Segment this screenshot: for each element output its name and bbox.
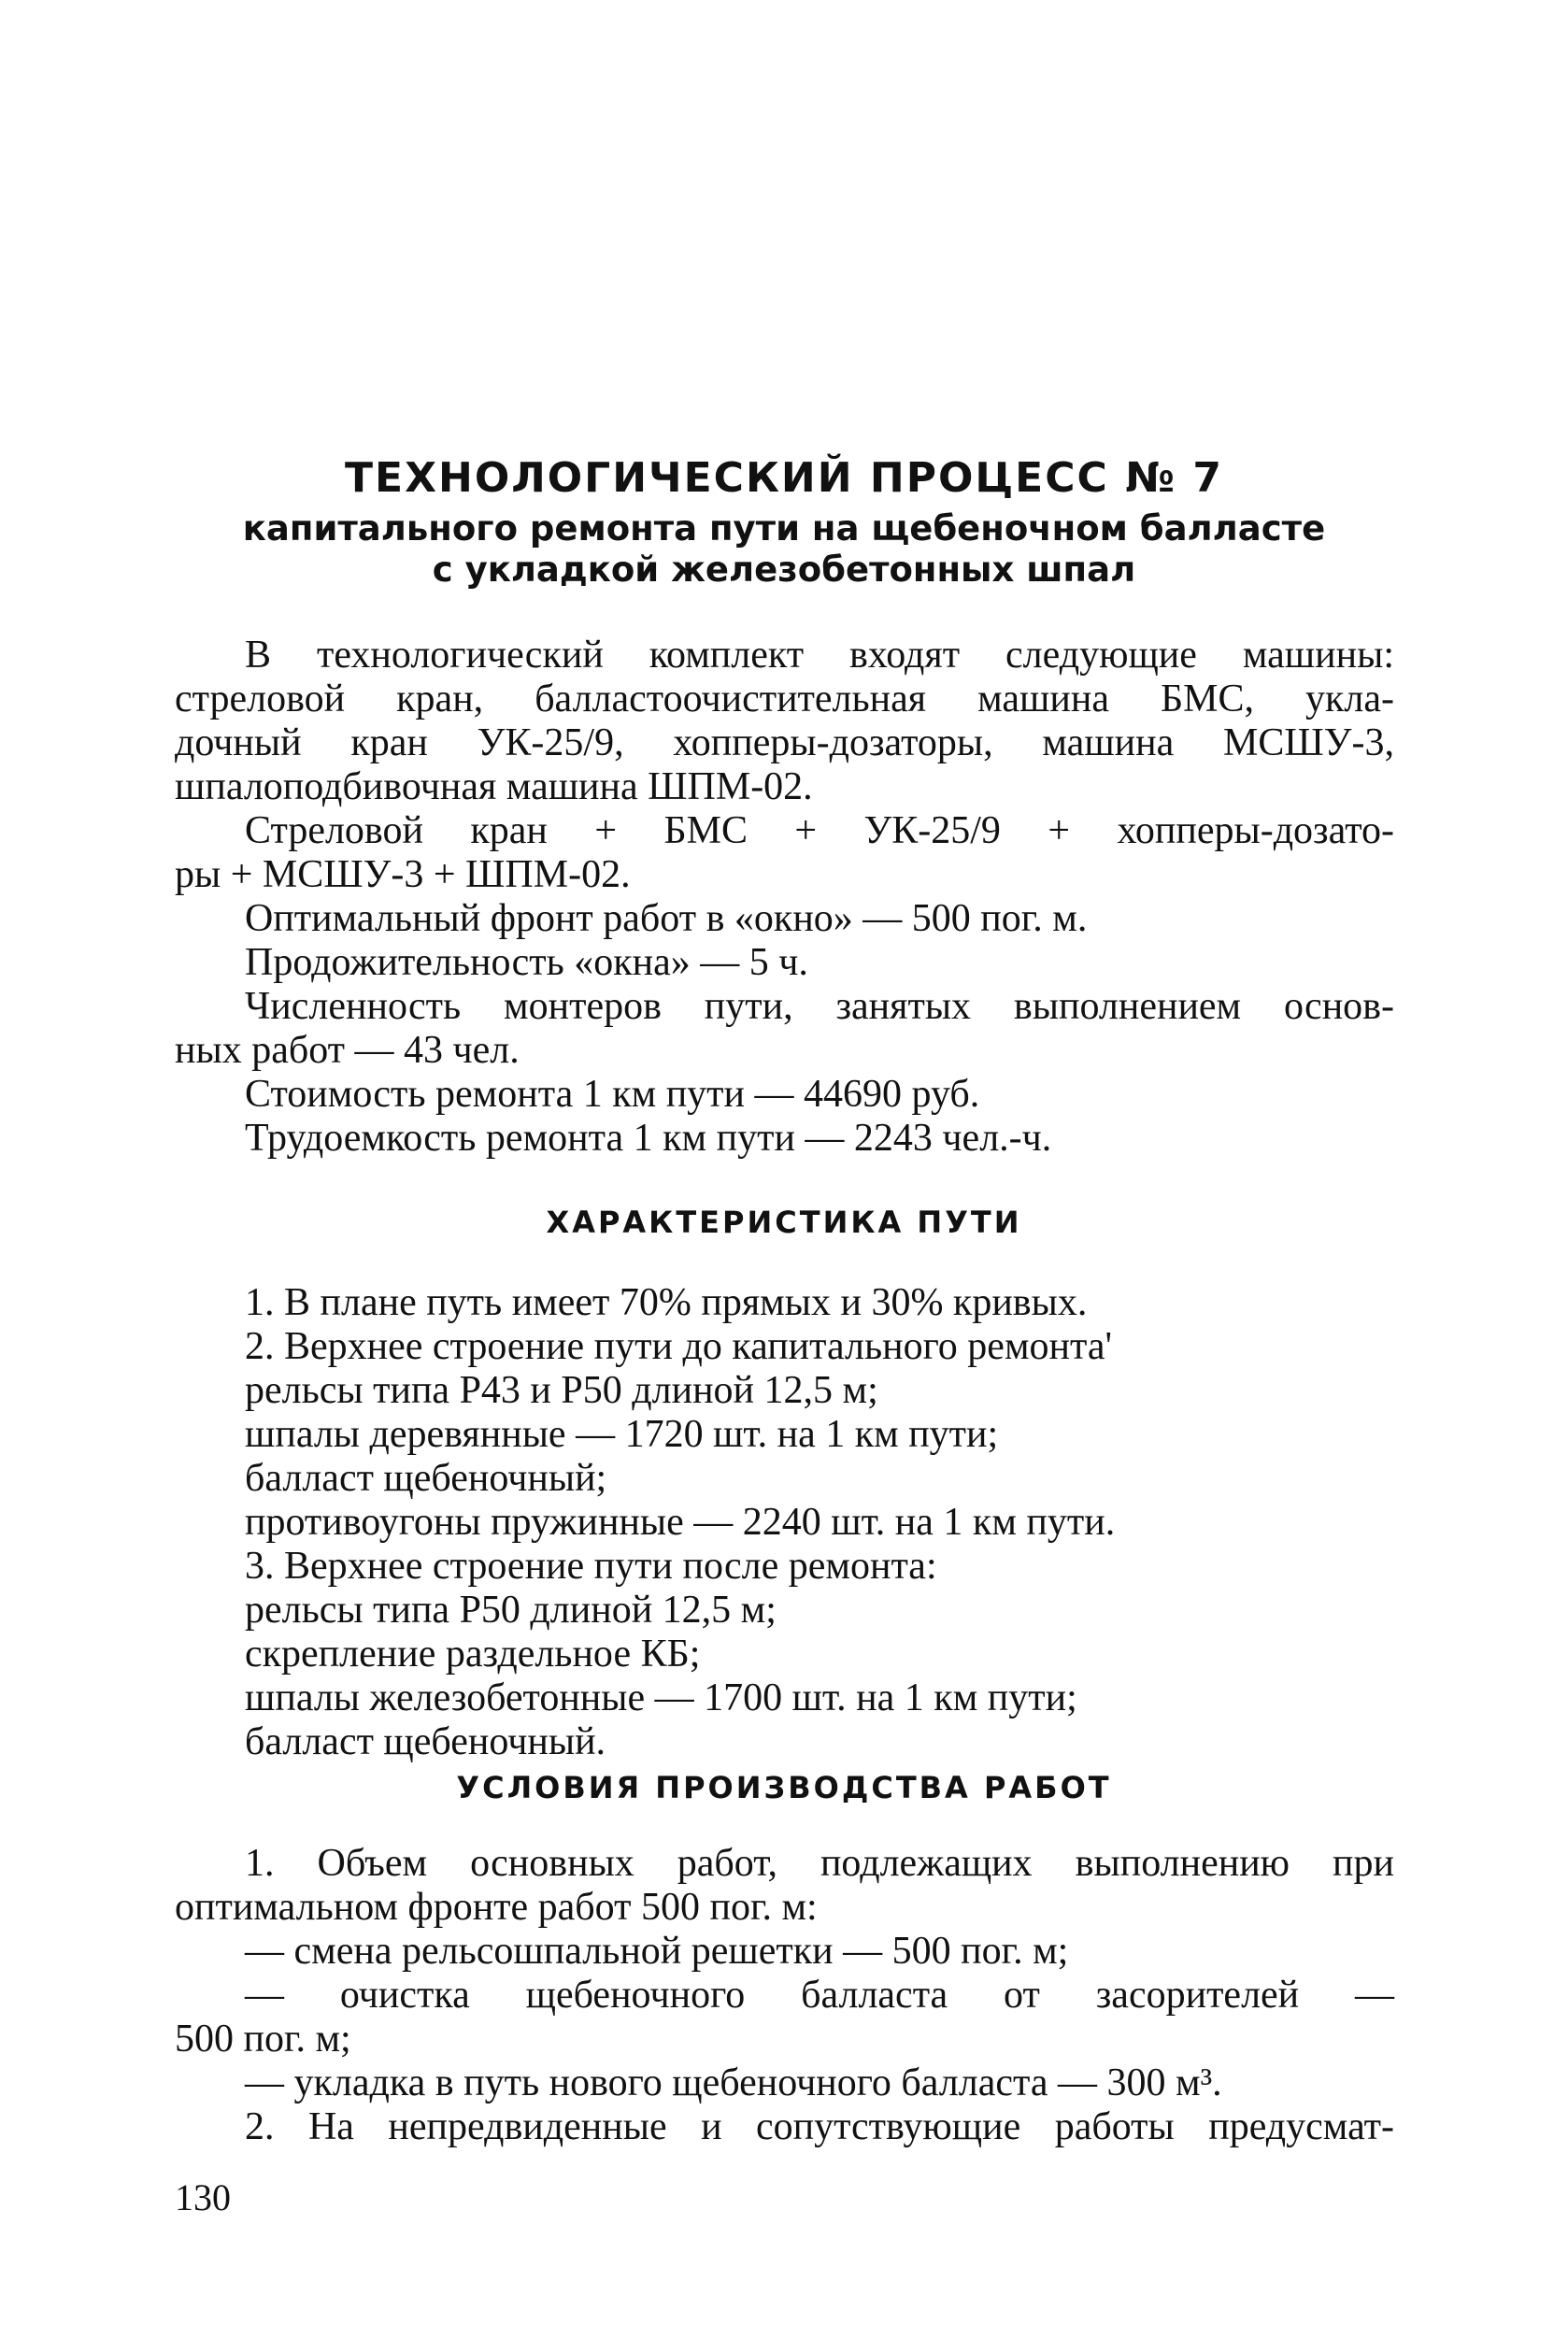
list-item: 2. Верхнее строение пути до капитального ремонта' xyxy=(245,1325,1113,1368)
list-item: 1. Объем основных работ, подлежащих выполнению при xyxy=(245,1842,1394,1885)
section-title-track-characteristics: ХАРАКТЕРИСТИКА ПУТИ xyxy=(546,1205,1022,1240)
section-title-work-conditions: УСЛОВИЯ ПРОИЗВОДСТВА РАБОТ xyxy=(456,1770,1112,1805)
list-item: 500 пог. м; xyxy=(175,2018,351,2061)
list-item: — укладка в путь нового щебеночного балласта — 300 м³. xyxy=(245,2061,1222,2104)
list-item: скрепление раздельное КБ; xyxy=(245,1633,701,1676)
intro-line: Продожительность «окна» — 5 ч. xyxy=(245,941,808,984)
page-subtitle-line-1: капитального ремонта пути на щебеночном балласте xyxy=(242,508,1326,549)
intro-line: стреловой кран, балластоочистительная машина БМС, укла- xyxy=(175,677,1394,720)
intro-line: Численность монтеров пути, занятых выполнением основ- xyxy=(245,985,1394,1028)
page-subtitle-line-2: с укладкой железобетонных шпал xyxy=(432,549,1136,590)
list-item: 3. Верхнее строение пути после ремонта: xyxy=(245,1545,937,1588)
list-item: 2. На непредвиденные и сопутствующие работы предусмат- xyxy=(245,2105,1394,2148)
list-item: противоугоны пружинные — 2240 шт. на 1 км пути. xyxy=(245,1501,1116,1544)
list-item: оптимальном фронте работ 500 пог. м: xyxy=(175,1886,818,1929)
list-item: рельсы типа Р43 и Р50 длиной 12,5 м; xyxy=(245,1369,878,1412)
list-item: шпалы железобетонные — 1700 шт. на 1 км пути; xyxy=(245,1676,1077,1719)
intro-line: В технологический комплект входят следующие машины: xyxy=(245,634,1394,677)
intro-line: шпалоподбивочная машина ШПМ-02. xyxy=(175,765,813,808)
list-item: шпалы деревянные — 1720 шт. на 1 км пути; xyxy=(245,1413,999,1456)
intro-line: Оптимальный фронт работ в «окно» — 500 пог. м. xyxy=(245,897,1088,940)
list-item: балласт щебеночный. xyxy=(245,1720,606,1763)
list-item: — смена рельсошпальной решетки — 500 пог. м; xyxy=(245,1930,1069,1973)
intro-line: ных работ — 43 чел. xyxy=(175,1029,520,1072)
intro-line: Стоимость ремонта 1 км пути — 44690 руб. xyxy=(245,1073,980,1116)
list-item: рельсы типа Р50 длиной 12,5 м; xyxy=(245,1589,777,1632)
list-item: — очистка щебеночного балласта от засорителей — xyxy=(245,1974,1394,2017)
list-item: 1. В плане путь имеет 70% прямых и 30% кривых. xyxy=(245,1281,1088,1324)
page-number: 130 xyxy=(175,2176,231,2218)
page-title: ТЕХНОЛОГИЧЕСКИЙ ПРОЦЕСС № 7 xyxy=(345,454,1223,502)
intro-line: Трудоемкость ремонта 1 км пути — 2243 чел.-ч. xyxy=(245,1117,1052,1160)
list-item: балласт щебеночный; xyxy=(245,1457,607,1500)
intro-line: ры + МСШУ-3 + ШПМ-02. xyxy=(175,853,631,896)
intro-line: Стреловой кран + БМС + УК-25/9 + хопперы-дозато- xyxy=(245,809,1394,852)
intro-line: дочный кран УК-25/9, хопперы-дозаторы, машина МСШУ-3, xyxy=(175,721,1394,764)
